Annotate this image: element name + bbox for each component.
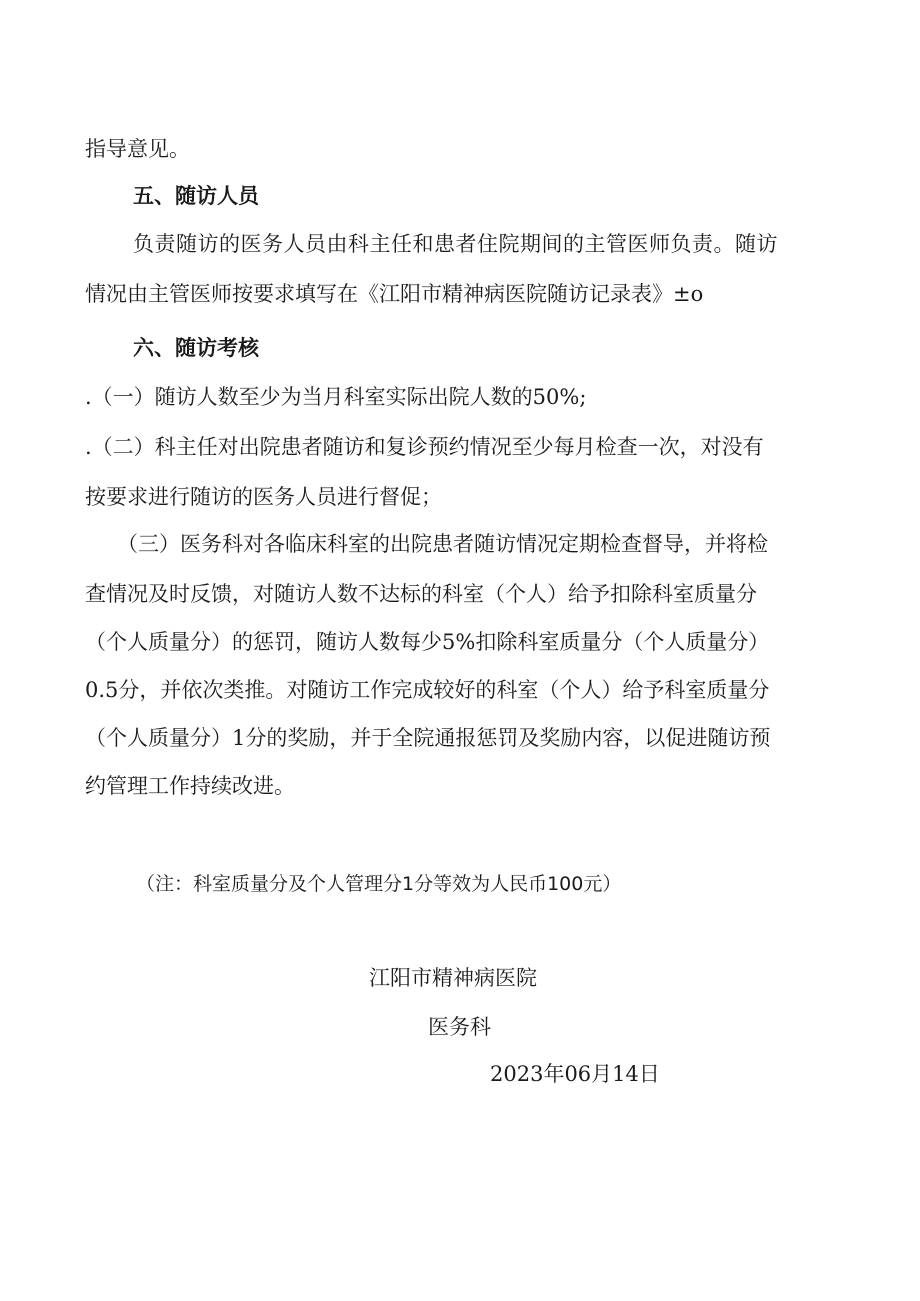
list-item: （三）医务科对各临床科室的出院患者随访情况定期检查督导，并将检: [117, 532, 768, 556]
signature-date: 2023年06月14日: [490, 1062, 660, 1086]
text-line: 负责随访的医务人员由科主任和患者住院期间的主管医师负责。随访: [133, 232, 778, 256]
text-line: 情况由主管医师按要求填写在《江阳市精神病医院随访记录表》±o: [85, 282, 704, 306]
section-heading-6: 六、随访考核: [133, 336, 259, 360]
text-line: 指导意见。: [85, 137, 190, 161]
text-line: 按要求进行随访的医务人员进行督促；: [85, 485, 442, 509]
text-line: 0.5分，并依次类推。对随访工作完成较好的科室（个人）给予科室质量分: [85, 678, 770, 702]
text-line: 查情况及时反馈，对随访人数不达标的科室（个人）给予扣除科室质量分: [85, 582, 757, 606]
section-heading-5: 五、随访人员: [133, 184, 259, 208]
text-line: 约管理工作持续改进。: [85, 774, 295, 798]
signature-department: 医务科: [428, 1015, 491, 1039]
text-line: （个人质量分）1分的奖励，并于全院通报惩罚及奖励内容，以促进随访预: [85, 726, 771, 750]
signature-hospital: 江阳市精神病医院: [369, 966, 537, 990]
footnote: （注：科室质量分及个人管理分1分等效为人民币100元）: [136, 873, 622, 895]
list-item: .（一）随访人数至少为当月科室实际出院人数的50%;: [85, 385, 587, 409]
text-line: （个人质量分）的惩罚，随访人数每少5%扣除科室质量分（个人质量分）: [85, 630, 770, 654]
list-item: .（二）科主任对出院患者随访和复诊预约情况至少每月检查一次，对没有: [85, 435, 764, 459]
